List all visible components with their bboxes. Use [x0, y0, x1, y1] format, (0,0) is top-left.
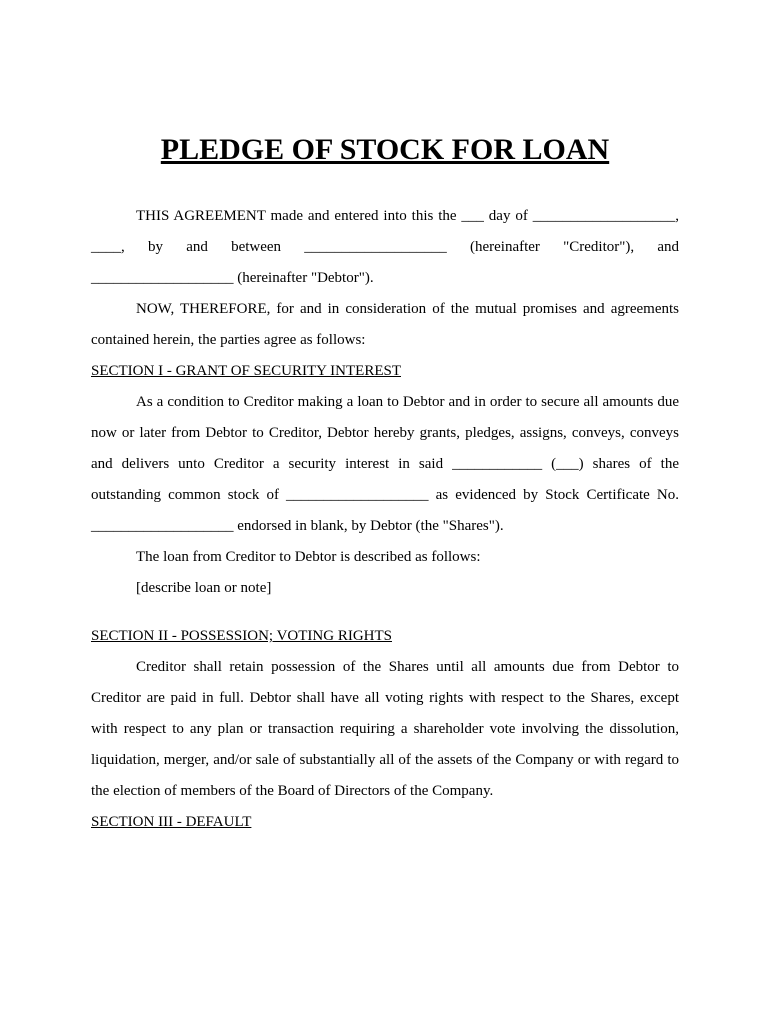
intro-paragraph: THIS AGREEMENT made and entered into this the ___ day of ___________________, ____, by and between ___________________ (hereinafter "Creditor"), and ___________________ (hereinafter "Debtor").: [91, 208, 679, 286]
loan-description-placeholder: [describe loan or note]: [136, 580, 272, 596]
document-body: [91, 133, 679, 838]
loan-description-intro: The loan from Creditor to Debtor is described as follows:: [136, 549, 481, 565]
section-2-heading: SECTION II - POSSESSION; VOTING RIGHTS: [91, 628, 392, 644]
intro-consideration-paragraph: NOW, THEREFORE, for and in consideration of the mutual promises and agreements contained herein, the parties agree as follows:: [91, 301, 679, 348]
document-title: PLEDGE OF STOCK FOR LOAN: [160, 133, 610, 166]
section-2-paragraph: Creditor shall retain possession of the Shares until all amounts due from Debtor to Creditor are paid in full. Debtor shall have all voting rights with respect to the Shares, except with respect to any plan or transaction requiring a shareholder vote involving the dissolution, liquidation, merger, and/or sale of substantially all of the assets of the Company or with regard to the election of members of the Board of Directors of the Company.: [91, 659, 679, 799]
section-3-heading: SECTION III - DEFAULT: [91, 814, 252, 830]
section-1-paragraph: As a condition to Creditor making a loan to Debtor and in order to secure all amounts due now or later from Debtor to Creditor, Debtor hereby grants, pledges, assigns, conveys, conveys and delivers unto Creditor a security interest in said ____________ (___) shares of the outstanding common stock of ___________________ as evidenced by Stock Certificate No. ___________________ endorsed in blank, by Debtor (the "Shares").: [91, 394, 679, 534]
section-1-heading: SECTION I - GRANT OF SECURITY INTEREST: [91, 363, 401, 379]
